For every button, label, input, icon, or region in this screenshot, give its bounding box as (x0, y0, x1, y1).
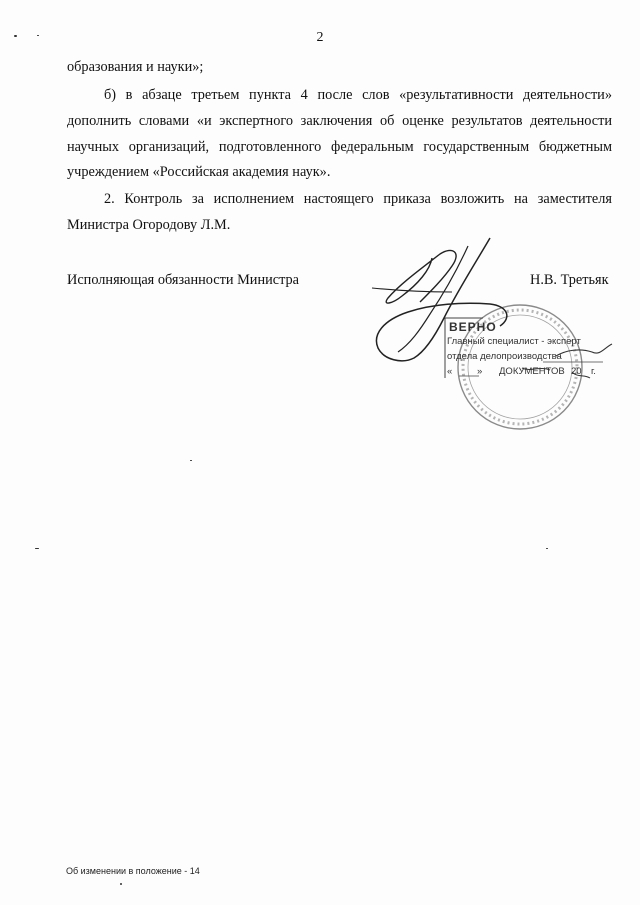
body-line-6: 2. Контроль за исполнением настоящего приказа возложить на заместителя (104, 191, 612, 207)
stamp-year-letter: г. (591, 366, 596, 377)
scan-speck (35, 548, 39, 549)
certification-stamp (443, 316, 609, 380)
body-line-3: дополнить словами «и экспертного заключения об оценке результатов деятельности (67, 113, 612, 129)
stamp-documents: ДОКУМЕНТОВ (499, 366, 565, 377)
scan-speck (14, 35, 17, 37)
scan-speck (190, 460, 192, 461)
stamp-date-open: « (447, 366, 453, 377)
page-number: 2 (316, 30, 324, 45)
scan-speck (37, 35, 39, 36)
scan-speck (120, 883, 122, 885)
body-line-1: образования и науки»; (67, 59, 204, 75)
signatory-name: Н.В. Третьяк (530, 272, 609, 288)
body-line-2: б) в абзаце третьем пункта 4 после слов «результативности деятельности» (104, 87, 612, 103)
stamp-year: 20 (571, 366, 582, 377)
body-line-5: учреждением «Российская академия наук». (67, 164, 331, 180)
stamp-date-close: » (477, 366, 483, 377)
signatory-position: Исполняющая обязанности Министра (67, 272, 300, 288)
body-line-4: научных организаций, подготовленного федеральным государственным бюджетным (67, 139, 612, 155)
body-line-7: Министра Огородову Л.М. (67, 217, 231, 233)
stamp-frame (443, 316, 609, 380)
footer-note: Об изменении в положение - 14 (66, 866, 200, 876)
stamp-department: отдела делопроизводства (447, 351, 562, 362)
stamp-verno: ВЕРНО (449, 320, 497, 334)
stamp-role: Главный специалист - эксперт (447, 336, 581, 347)
scan-speck (546, 548, 548, 549)
